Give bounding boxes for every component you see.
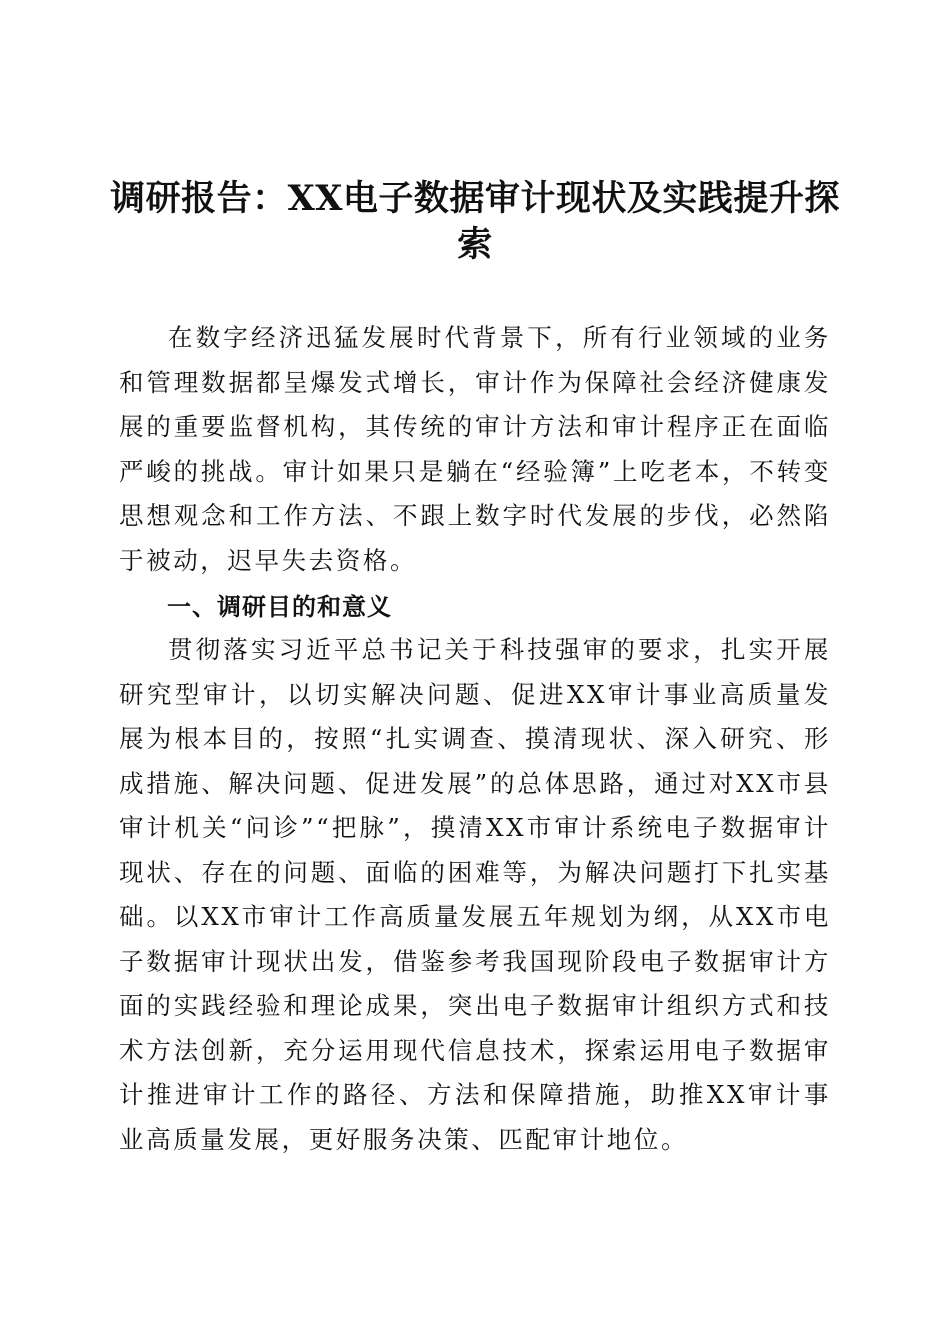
- intro-section: [119, 316, 831, 583]
- section-purpose-body: [119, 628, 831, 1162]
- intro-paragraph: 在数字经济迅猛发展时代背景下，所有行业领域的业务和管理数据都呈爆发式增长，审计作为保障社会经济健康发展的重要监督机构，其传统的审计方法和审计程序正在面临严峻的挑战。审计如果只是躺在“经验簿”上吃老本，不转变思想观念和工作方法、不跟上数字时代发展的步伐，必然陷于被动，迟早失去资格。: [119, 323, 831, 575]
- purpose-paragraph: 贯彻落实习近平总书记关于科技强审的要求，扎实开展研究型审计，以切实解决问题、促进XX审计事业高质量发展为根本目的，按照“扎实调查、摸清现状、深入研究、形成措施、解决问题、促进发展”的总体思路，通过对XX市县审计机关“问诊”“把脉”，摸清XX市审计系统电子数据审计现状、存在的问题、面临的困难等，为解决问题打下扎实基础。以XX市审计工作高质量发展五年规划为纲，从XX市电子数据审计现状出发，借鉴参考我国现阶段电子数据审计方面的实践经验和理论成果，突出电子数据审计组织方式和技术方法创新，充分运用现代信息技术，探索运用电子数据审计推进审计工作的路径、方法和保障措施，助推XX审计事业高质量发展，更好服务决策、匹配审计地位。: [119, 635, 831, 1154]
- document-title: 调研报告：XX电子数据审计现状及实践提升探索: [110, 178, 840, 265]
- section-heading-purpose: 一、调研目的和意义: [167, 593, 392, 621]
